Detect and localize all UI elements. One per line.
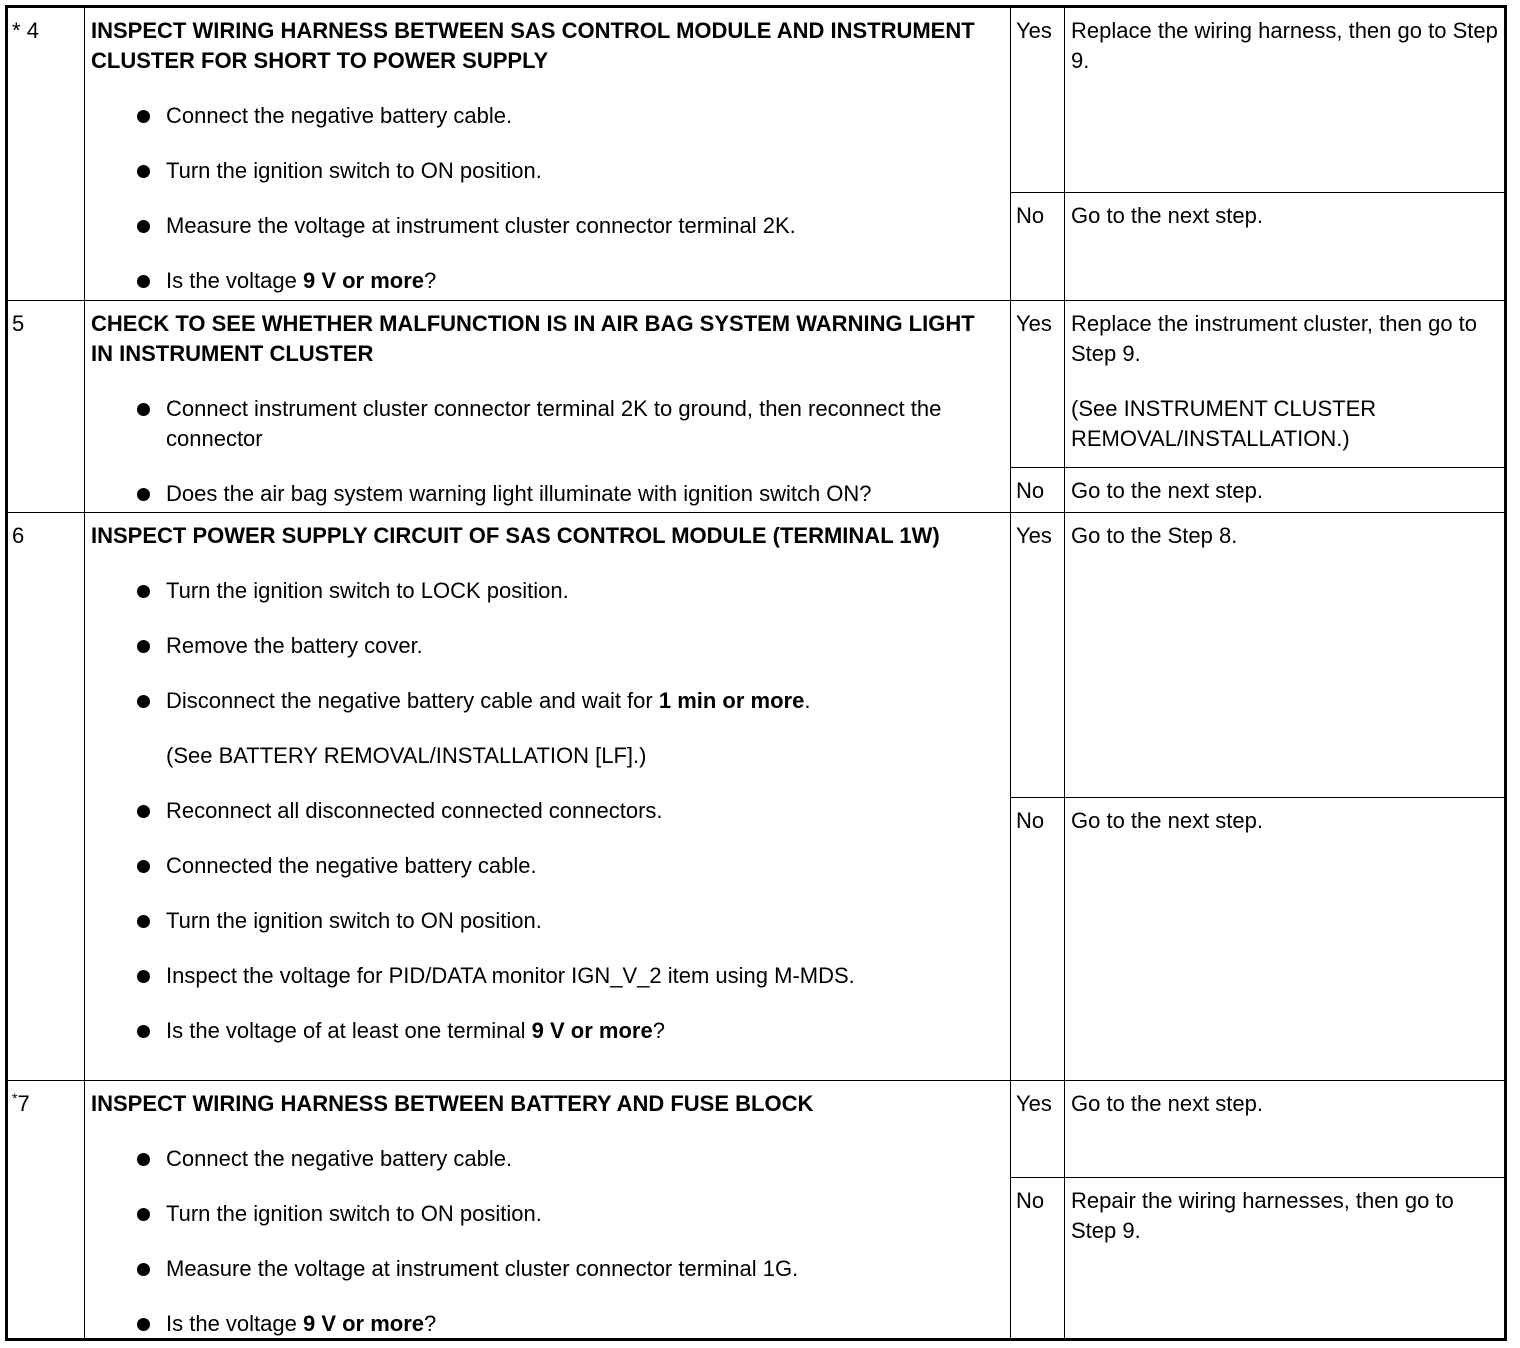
item-text: Measure the voltage at instrument cluster connector terminal 1G. [166, 1256, 799, 1281]
item-text: ? [424, 268, 437, 293]
step-title: INSPECT WIRING HARNESS BETWEEN SAS CONTROL MODULE AND INSTRUMENT CLUSTER FOR SHORT TO POWER SUPPLY [91, 18, 975, 73]
yes-label: Yes [1011, 1081, 1065, 1177]
action-text: Go to the Step 8. [1071, 523, 1238, 548]
step-title: INSPECT POWER SUPPLY CIRCUIT OF SAS CONTROL MODULE (TERMINAL 1W) [91, 523, 940, 548]
list-item [91, 961, 1002, 991]
yes-label: Yes [1011, 513, 1065, 797]
item-text: Inspect the voltage for PID/DATA monitor IGN_V_2 item using M-MDS. [166, 963, 855, 988]
no-branch [1011, 798, 1504, 1080]
yes-branch [1011, 8, 1504, 193]
item-text: (See BATTERY REMOVAL/INSTALLATION [LF].) [166, 743, 647, 768]
reference-note [91, 741, 1002, 771]
list-item [91, 156, 1002, 186]
asterisk: * [12, 18, 21, 43]
step-row-4 [8, 8, 1504, 301]
list-item [91, 211, 1002, 241]
item-text: Connected the negative battery cable. [166, 853, 537, 878]
item-text: Turn the ignition switch to ON position. [166, 158, 542, 183]
list-item [91, 1309, 1002, 1339]
item-text: ? [424, 1311, 437, 1336]
step-row-7 [8, 1081, 1504, 1338]
item-bold: 1 min or more [658, 688, 805, 713]
item-text: Connect the negative battery cable. [166, 103, 513, 128]
no-label: No [1011, 1178, 1065, 1338]
step-title: INSPECT WIRING HARNESS BETWEEN BATTERY AND FUSE BLOCK [91, 1091, 814, 1116]
step-row-5 [8, 301, 1504, 513]
item-text: Remove the battery cover. [166, 633, 423, 658]
item-text: Is the voltage of at least one terminal [166, 1018, 532, 1043]
step-content [85, 8, 1011, 300]
step-number [8, 301, 85, 512]
item-bold: 9 V or more [531, 1018, 653, 1043]
list-item [91, 1144, 1002, 1174]
action-reference: (See INSTRUMENT CLUSTER REMOVAL/INSTALLATION.) [1071, 396, 1377, 451]
list-item [91, 1254, 1002, 1284]
yes-action [1065, 301, 1504, 479]
yes-branch [1011, 301, 1504, 468]
action-text: Go to the next step. [1071, 203, 1264, 228]
list-item [91, 101, 1002, 131]
yes-action [1065, 8, 1504, 101]
step-content [85, 513, 1011, 1080]
yes-branch [1011, 1081, 1504, 1178]
list-item [91, 906, 1002, 936]
item-text: Is the voltage [166, 268, 303, 293]
step-num: 7 [17, 1091, 30, 1116]
asterisk: * [12, 1090, 18, 1106]
action-text: Replace the wiring harness, then go to Step 9. [1071, 18, 1498, 73]
yes-action [1065, 1081, 1504, 1144]
no-label: No [1011, 468, 1065, 512]
action-text: Replace the instrument cluster, then go to Step 9. [1071, 311, 1478, 366]
item-text: Measure the voltage at instrument cluster connector terminal 2K. [166, 213, 796, 238]
list-item [91, 1199, 1002, 1229]
yes-branch [1011, 513, 1504, 798]
item-bold: 9 V or more [302, 1311, 425, 1336]
item-text: Connect the negative battery cable. [166, 1146, 513, 1171]
no-branch [1011, 193, 1504, 300]
yes-action [1065, 513, 1504, 576]
step-row-6 [8, 513, 1504, 1081]
no-action [1065, 193, 1504, 256]
list-item [91, 266, 1002, 296]
list-item [91, 1016, 1002, 1046]
no-branch [1011, 468, 1504, 512]
yes-label: Yes [1011, 8, 1065, 192]
item-text: ? [652, 1018, 665, 1043]
no-action [1065, 1178, 1504, 1271]
action-text: Repair the wiring harnesses, then go to Step 9. [1071, 1188, 1454, 1243]
step-num: 6 [12, 523, 25, 548]
step-title: CHECK TO SEE WHETHER MALFUNCTION IS IN AIR BAG SYSTEM WARNING LIGHT IN INSTRUMENT CLUSTER [91, 311, 975, 366]
step-num: 4 [26, 18, 39, 43]
action-text: Go to the next step. [1071, 808, 1264, 833]
action-text: Go to the next step. [1071, 478, 1264, 503]
list-item [91, 851, 1002, 881]
no-label: No [1011, 798, 1065, 1080]
troubleshooting-table [5, 5, 1507, 1341]
step-number [8, 513, 85, 1080]
list-item [91, 686, 1002, 716]
list-item [91, 394, 1002, 454]
yes-label: Yes [1011, 301, 1065, 467]
list-item [91, 479, 1002, 509]
item-text: Reconnect all disconnected connected connectors. [166, 798, 663, 823]
item-text: Disconnect the negative battery cable and wait for [166, 688, 659, 713]
step-content [85, 301, 1011, 512]
action-text: Go to the next step. [1071, 1091, 1264, 1116]
step-number [8, 8, 85, 300]
step-content [85, 1081, 1011, 1338]
item-text: Connect instrument cluster connector terminal 2K to ground, then reconnect the connector [166, 396, 942, 451]
list-item [91, 796, 1002, 826]
item-text: Turn the ignition switch to ON position. [166, 1201, 542, 1226]
list-item [91, 631, 1002, 661]
item-text: Turn the ignition switch to ON position. [166, 908, 542, 933]
no-action [1065, 798, 1504, 861]
item-text: . [804, 688, 811, 713]
item-text: Turn the ignition switch to LOCK position. [166, 578, 569, 603]
item-text: Does the air bag system warning light illuminate with ignition switch ON? [166, 481, 872, 506]
step-number [8, 1081, 85, 1338]
list-item [91, 576, 1002, 606]
step-num: 5 [12, 311, 25, 336]
no-branch [1011, 1178, 1504, 1338]
no-label: No [1011, 193, 1065, 300]
item-bold: 9 V or more [302, 268, 425, 293]
item-text: Is the voltage [166, 1311, 303, 1336]
